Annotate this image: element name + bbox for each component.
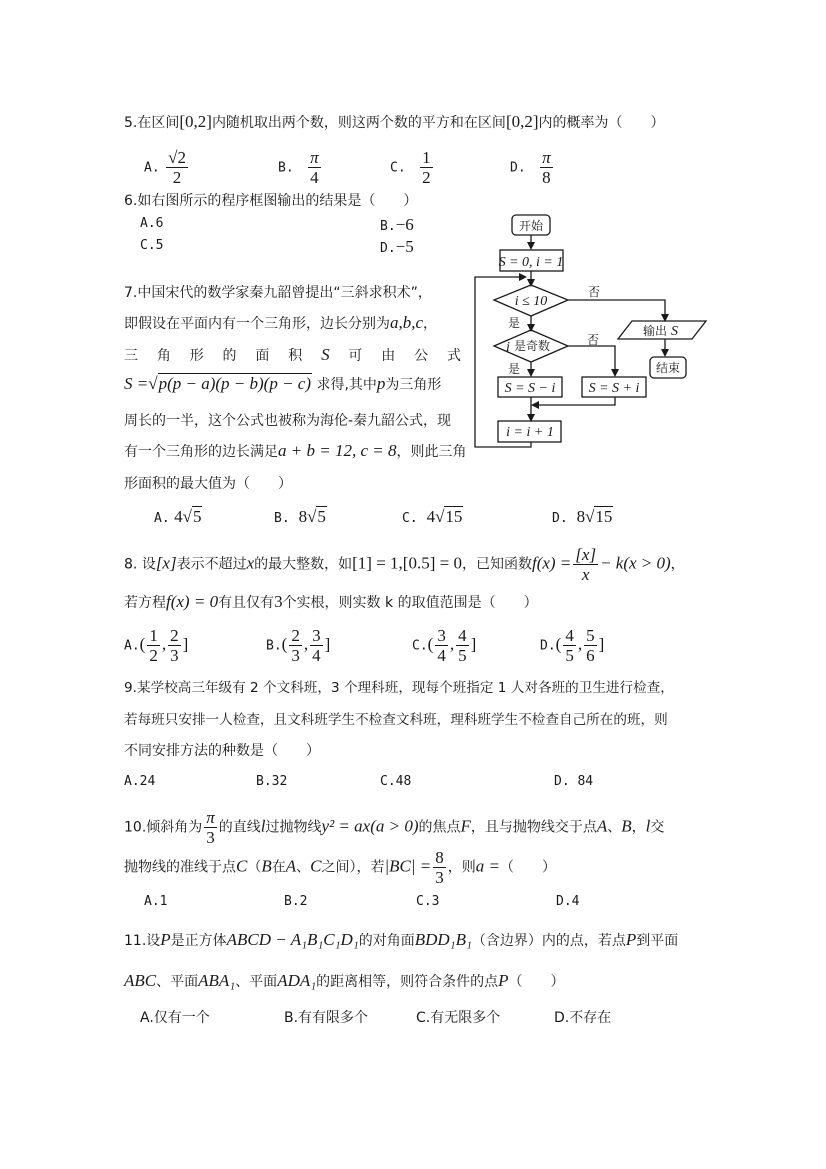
text: ，且与抛物线交于点	[470, 819, 597, 836]
option-label: D.	[540, 638, 556, 654]
math: a =	[475, 856, 500, 876]
fraction	[166, 148, 188, 187]
char: 形	[189, 348, 204, 364]
denominator: 3	[291, 646, 300, 665]
math: a,b,c	[390, 313, 424, 332]
q8-option-a[interactable]: A.( $\frac{1}{2}$ , $\frac{2}{3}$ ]	[124, 626, 189, 665]
radicand: 5	[192, 507, 202, 526]
numerator: 3	[312, 626, 321, 645]
radicand: p(p − a)(p − b)(p − c)	[158, 374, 312, 393]
text: （	[247, 859, 262, 876]
q7-line-3	[124, 345, 461, 365]
coef: 4	[426, 507, 436, 526]
text: ，	[631, 819, 646, 836]
output-var: S	[671, 324, 678, 339]
option-label: C.	[140, 238, 156, 253]
q9-line-3: 不同安排方法的种数是（ ）	[124, 743, 320, 759]
numerator: π	[206, 808, 215, 827]
math: [x]	[155, 553, 177, 573]
q11-option-d[interactable]: D.不存在	[554, 1010, 612, 1026]
math: A	[596, 816, 608, 836]
denominator: 3	[206, 828, 215, 847]
formula-lhs: S =	[124, 374, 149, 393]
denominator: 4	[312, 646, 321, 665]
text: 、平面	[235, 974, 278, 990]
text: 过抛物线	[265, 819, 322, 836]
char: S	[321, 345, 330, 364]
q10-option-c[interactable]: C.3	[416, 894, 440, 909]
math: B	[621, 816, 632, 836]
option-value: 6	[155, 216, 164, 231]
numerator: π	[542, 148, 551, 167]
no-label-1: 否	[588, 285, 601, 299]
q5-text: 内随机取出两个数，则这两个数的平方和在区间	[211, 115, 506, 131]
char: 三	[124, 348, 138, 364]
fraction	[204, 808, 217, 847]
q7-option-a[interactable]: A. 4√5	[154, 507, 202, 526]
fraction	[584, 626, 597, 665]
denominator: 8	[542, 168, 551, 187]
char: 角	[156, 348, 171, 364]
char: 公	[414, 348, 429, 364]
math: ABC	[124, 971, 157, 990]
math: B	[261, 856, 272, 876]
init-label: S = 0, i = 1	[498, 255, 564, 270]
math: f(x) =	[531, 553, 572, 573]
denominator: 2	[172, 168, 182, 187]
add-label: S = S + i	[588, 381, 640, 396]
q10-line-2	[124, 848, 556, 887]
denominator: 5	[565, 646, 574, 665]
text: 、	[296, 859, 311, 876]
option-label: B.	[274, 511, 290, 526]
math: BDD₁B₁	[414, 930, 472, 949]
q7-line-4	[124, 374, 441, 394]
math: l	[260, 816, 266, 836]
q9-option-c[interactable]: C.48	[380, 774, 412, 789]
math: P	[160, 930, 171, 949]
denominator: x	[581, 565, 590, 584]
q5-number: 5.	[124, 115, 138, 131]
radicand: 15	[595, 507, 613, 526]
q11-line-2	[124, 971, 565, 991]
fraction	[310, 626, 323, 665]
q11-option-b[interactable]: B.有有限多个	[284, 1010, 369, 1026]
q9-option-b[interactable]: B.32	[256, 774, 288, 789]
q5-interval: [0,2]	[505, 112, 539, 131]
text: 个实根，则实数 k 的取值范围是（ ）	[282, 595, 538, 611]
fraction	[456, 626, 469, 665]
math: p	[376, 374, 386, 393]
char: 面	[255, 348, 270, 364]
text: ，	[670, 556, 685, 573]
text: 有一个三角形的边长满足	[124, 444, 278, 460]
no-arrow-2	[568, 346, 615, 375]
q7-line-1: 7.中国宋代的数学家秦九韶曾提出“三斜求积术”，	[124, 285, 432, 301]
q5-stem	[124, 112, 665, 132]
q11-option-a[interactable]: A.仅有一个	[140, 1010, 210, 1026]
q7-line-5: 周长的一半，这个公式也被称为海伦-秦九韶公式，现	[124, 413, 452, 429]
text: 即假设在平面内有一个三角形，边长分别为	[124, 316, 390, 332]
math: a + b = 12, c = 8	[278, 441, 397, 460]
math: P	[498, 971, 509, 990]
q9-line-1: 9.某学校高三年级有 2 个文科班，3 个理科班，现每个班指定 1 人对各班的卫生进行检查，	[124, 680, 674, 696]
text: 10.倾斜角为	[124, 819, 203, 836]
option-label: B.	[380, 219, 396, 234]
char: 式	[446, 348, 461, 364]
cond2-var: i	[506, 340, 510, 355]
text: 、平面	[156, 974, 199, 990]
cond2-label: 是奇数	[514, 339, 551, 353]
text: ，已知函数	[461, 556, 532, 573]
option-label: A.	[124, 638, 140, 654]
q10-option-a[interactable]: A.1	[144, 894, 168, 909]
text: 在	[271, 859, 286, 876]
option-value: −5	[395, 237, 414, 256]
q6-option-a[interactable]	[140, 215, 163, 231]
option-label: B.	[278, 160, 294, 176]
math: − k(x > 0)	[600, 553, 671, 573]
numerator: 4	[565, 626, 574, 645]
text: 的最大整数，如	[254, 556, 353, 573]
numerator: 2	[170, 626, 179, 645]
text: （含边界）内的点，若点	[471, 933, 626, 949]
start-label: 开始	[518, 219, 544, 233]
q5-option-b[interactable]	[278, 148, 323, 187]
math: ABCD − A₁B₁C₁D₁	[226, 930, 359, 949]
q8-option-c[interactable]: C.( $\frac{3}{4}$ , $\frac{4}{5}$ ]	[412, 626, 477, 665]
denominator: 3	[170, 646, 179, 665]
math: [1] = 1,[0.5] = 0	[352, 553, 462, 573]
end-label: 结束	[655, 361, 681, 375]
q7-line-6	[124, 441, 466, 461]
q7-line-2	[124, 313, 437, 333]
q5-option-a[interactable]	[144, 148, 190, 187]
fraction	[540, 148, 553, 187]
q5-option-d[interactable]	[510, 148, 555, 187]
q8-line-1	[124, 545, 685, 584]
option-label: B.	[266, 638, 282, 654]
text: 交	[650, 819, 665, 836]
numerator: 2	[291, 626, 300, 645]
subtract-label: S = S − i	[504, 381, 556, 396]
math: f(x) = 0	[166, 592, 219, 611]
q7-option-c[interactable]: C. 4√15	[402, 507, 463, 526]
text: 设	[141, 556, 156, 573]
option-label: C.	[390, 160, 406, 176]
numerator: [x]	[575, 545, 597, 564]
q5-text: 在区间	[137, 115, 180, 131]
q6-option-b[interactable]	[380, 215, 414, 235]
text: 的焦点	[418, 819, 461, 836]
text: ，则	[447, 859, 476, 876]
char: 的	[222, 348, 237, 364]
numerator: √2	[168, 148, 186, 167]
fraction	[147, 626, 160, 665]
q9-option-d[interactable]: D. 84	[554, 774, 594, 789]
program-flowchart	[470, 205, 720, 455]
math: y² = ax(a > 0)	[321, 816, 419, 836]
math: F	[460, 816, 471, 836]
text: 表示不超过	[176, 556, 247, 573]
q5-text: 内的概率为（ ）	[538, 115, 665, 131]
math: ADA₁	[277, 971, 317, 990]
yes-label-1: 是	[508, 316, 521, 330]
q8-line-2	[124, 592, 538, 612]
option-value: −6	[395, 215, 414, 234]
yes-label-2: 是	[508, 362, 521, 376]
numerator: 4	[458, 626, 467, 645]
text: 求得,其中	[316, 377, 377, 393]
math: l	[645, 816, 651, 836]
text: 到平面	[636, 933, 679, 949]
denominator: 4	[310, 168, 319, 187]
text: 是正方体	[170, 933, 227, 949]
option-label: A.	[140, 216, 156, 231]
q7-option-b[interactable]: B. 8√5	[274, 507, 326, 526]
q11-line-1	[124, 930, 678, 950]
no-arrow-1	[568, 300, 665, 320]
fraction	[435, 626, 448, 665]
q9-option-a[interactable]: A.24	[124, 774, 156, 789]
numerator: π	[310, 148, 319, 167]
math: x	[246, 553, 255, 573]
q6-option-d[interactable]	[380, 237, 414, 257]
q9-line-2: 若每班只安排一人检查，且文科班学生不检查文科班，理科班学生不检查自己所在的班，则	[124, 712, 668, 728]
option-label: A.	[154, 511, 170, 526]
char: 积	[288, 348, 303, 364]
radicand: 15	[445, 507, 463, 526]
q6-stem: 6.如右图所示的程序框图输出的结果是（ ）	[124, 193, 418, 209]
text: 、	[607, 819, 622, 836]
text: 抛物线的准线于点	[124, 859, 236, 876]
math: 3	[274, 592, 283, 611]
q8-option-b[interactable]: B.( $\frac{2}{3}$ , $\frac{3}{4}$ ]	[266, 626, 331, 665]
text: 的直线	[218, 819, 261, 836]
text: 有且仅有	[218, 595, 275, 611]
numerator: 1	[422, 148, 431, 167]
option-label: A.	[144, 160, 160, 176]
math: C	[236, 856, 248, 876]
text: 之间），若	[321, 859, 385, 876]
math: C	[310, 856, 322, 876]
option-value: 5	[155, 238, 164, 253]
coef: 4	[174, 507, 183, 526]
text: 若方程	[124, 595, 166, 611]
coef: 8	[576, 507, 586, 526]
radicand: 5	[317, 507, 326, 526]
option-label: C.	[402, 511, 418, 526]
q8-option-d[interactable]: D.( $\frac{4}{5}$ , $\frac{5}{6}$ ]	[540, 626, 605, 665]
q11-option-c[interactable]: C.有无限多个	[416, 1010, 501, 1026]
option-label: C.	[412, 638, 428, 654]
text: 的对角面	[358, 933, 415, 949]
merge-arrow	[533, 397, 615, 405]
denominator: 2	[149, 646, 158, 665]
text: 11.设	[124, 933, 161, 949]
q10-option-d[interactable]: D.4	[556, 894, 580, 909]
math: A	[285, 856, 297, 876]
char: 由	[381, 348, 396, 364]
math: ABA₁	[198, 971, 236, 990]
math: |BC| =	[384, 856, 432, 876]
numerator: 3	[437, 626, 446, 645]
q6-option-c[interactable]	[140, 237, 163, 253]
fraction	[433, 848, 446, 887]
output-label: 输出	[643, 324, 668, 338]
option-label: D.	[380, 241, 396, 256]
q5-option-c[interactable]	[390, 148, 435, 187]
increment-label: i = i + 1	[506, 425, 554, 440]
q10-line-1	[124, 808, 664, 847]
q7-line-7: 形面积的最大值为（ ）	[124, 476, 292, 492]
fraction	[563, 626, 576, 665]
math: P	[625, 930, 637, 949]
q5-interval: [0,2]	[179, 112, 212, 131]
coef: 8	[298, 507, 308, 526]
text: 的距离相等，则符合条件的点	[316, 974, 499, 990]
fraction	[168, 626, 181, 665]
text: ，则此三角	[396, 444, 467, 460]
char: 可	[348, 348, 363, 364]
denominator: 3	[435, 868, 444, 887]
text: （ ）	[500, 859, 556, 876]
no-label-2: 否	[587, 333, 600, 347]
text: （ ）	[508, 974, 565, 990]
numerator: 8	[435, 848, 444, 867]
denominator: 2	[422, 168, 431, 187]
text: ，	[423, 316, 438, 332]
q7-option-d[interactable]: D. 8√15	[552, 507, 613, 526]
denominator: 5	[458, 646, 467, 665]
numerator: 1	[149, 626, 158, 645]
denominator: 4	[437, 646, 446, 665]
heron-formula: √p(p − a)(p − b)(p − c)	[148, 374, 312, 393]
option-label: D.	[552, 511, 568, 526]
option-label: D.	[510, 160, 526, 176]
fraction	[289, 626, 302, 665]
fraction	[420, 148, 433, 187]
numerator: 5	[586, 626, 595, 645]
fraction	[308, 148, 321, 187]
denominator: 6	[586, 646, 595, 665]
fraction	[573, 545, 598, 584]
cond1-label: i ≤ 10	[514, 294, 548, 309]
q8-number: 8.	[124, 556, 138, 573]
q10-option-b[interactable]: B.2	[284, 894, 308, 909]
text: 为三角形	[385, 377, 442, 393]
